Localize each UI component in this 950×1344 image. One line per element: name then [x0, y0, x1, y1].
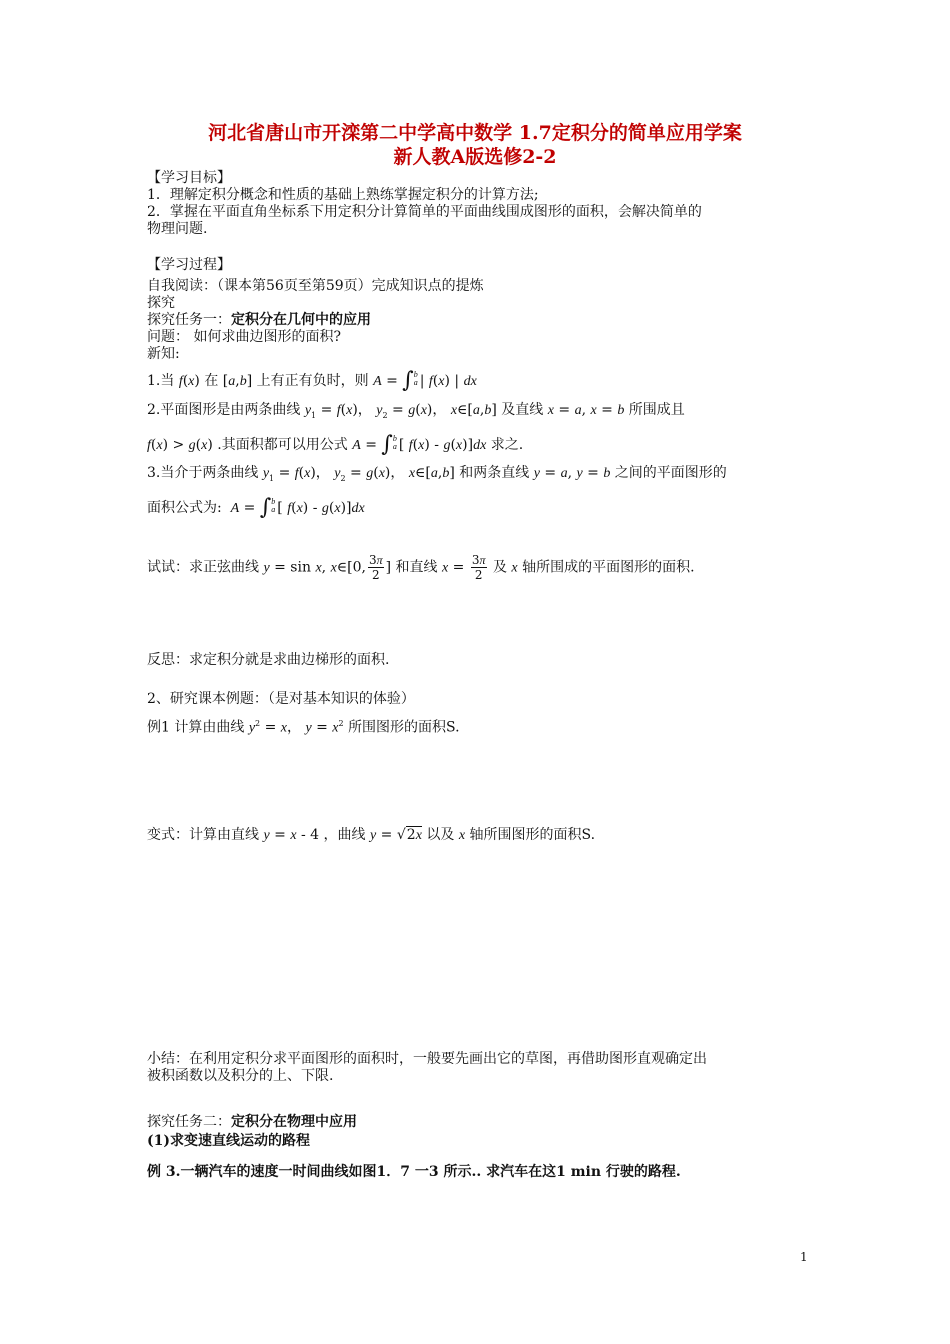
knowledge-item-3: 3.当介于两条曲线 $y_1 = f(x)$， $y_2 = g(x)$， x∈[a,b] 和两条直线 y = a, y = b 之间的平面图形的 — [147, 465, 727, 483]
reflection-line: 反思：求定积分就是求曲边梯形的面积. — [147, 652, 390, 668]
variant-line: 变式：计算由直线 y = x - 4 ，曲线 y = √2x 以及 x 轴所围图形的面积S. — [147, 827, 596, 843]
task2-title: 定积分在物理中应用 — [231, 1114, 357, 1130]
question-line: 问题： 如何求曲边图形的面积? — [147, 329, 341, 345]
study-heading: 2、研究课本例题：（是对基本知识的体验） — [147, 691, 415, 707]
goal-item-2-cont: 物理问题. — [147, 221, 208, 237]
knowledge-item-1: 1.当 f(x) 在 [a,b] 上有正有负时，则 A = ∫ b a | f(x) | dx — [147, 368, 477, 393]
trial-line: 试试：求正弦曲线 y = sin x, x∈[0, $\frac{3\pi}{2}$ ] 和直线 x = $\frac{3\pi}{2}$ 及 x 轴所围成的平面图形的面积. — [147, 553, 695, 582]
task2-line — [147, 1114, 357, 1131]
task1-title: 定积分在几何中的应用 — [231, 312, 371, 328]
process-heading: 【学习过程】 — [147, 257, 231, 273]
newknow-label: 新知: — [147, 346, 180, 362]
knowledge-item-3-cont: 面积公式为: A = ∫ b a [ f(x) - g(x)]dx — [147, 495, 365, 520]
goal-item-2: 2．掌握在平面直角坐标系下用定积分计算简单的平面曲线围成图形的面积，会解决简单的 — [147, 204, 702, 220]
reading-line: 自我阅读：（课本第56页至第59页）完成知识点的提炼 — [147, 278, 484, 294]
task2-prefix: 探究任务二： — [147, 1114, 231, 1130]
title-line-1: 河北省唐山市开滦第二中学高中数学 1.7定积分的简单应用学案 — [208, 122, 742, 144]
task1-prefix: 探究任务一： — [147, 312, 231, 328]
knowledge-item-2: 2.平面图形是由两条曲线 $y_1 = f(x)$， $y_2 = g(x)$， x∈[a,b] 及直线 x = a, x = b 所围成且 — [147, 402, 685, 420]
goal-item-1: 1．理解定积分概念和性质的基础上熟练掌握定积分的计算方法; — [147, 187, 539, 203]
goals-heading: 【学习目标】 — [147, 170, 231, 186]
task2-subheading: (1)求变速直线运动的路程 — [147, 1133, 310, 1149]
summary-line-1: 小结：在利用定积分求平面图形的面积时，一般要先画出它的草图，再借助图形直观确定出 — [147, 1051, 707, 1067]
page-number: 1 — [800, 1250, 808, 1264]
title-line-2: 新人教A版选修2-2 — [393, 146, 557, 168]
example-3-line: 例 3.一辆汽车的速度一时间曲线如图1．7 一3 所示.. 求汽车在这1 min 行驶的路程. — [147, 1164, 681, 1180]
summary-line-2: 被积函数以及积分的上、下限. — [147, 1068, 334, 1084]
knowledge-item-2-cont: f(x) > g(x) .其面积都可以用公式 A = ∫ b a [ f(x) - g(x)]dx 求之. — [147, 432, 524, 457]
explore-label: 探究 — [147, 295, 175, 311]
example-1-line: 例1 计算由曲线 $y^2 = x$， $y = x^2$ 所围图形的面积S. — [147, 719, 460, 736]
task1-line — [147, 312, 371, 329]
